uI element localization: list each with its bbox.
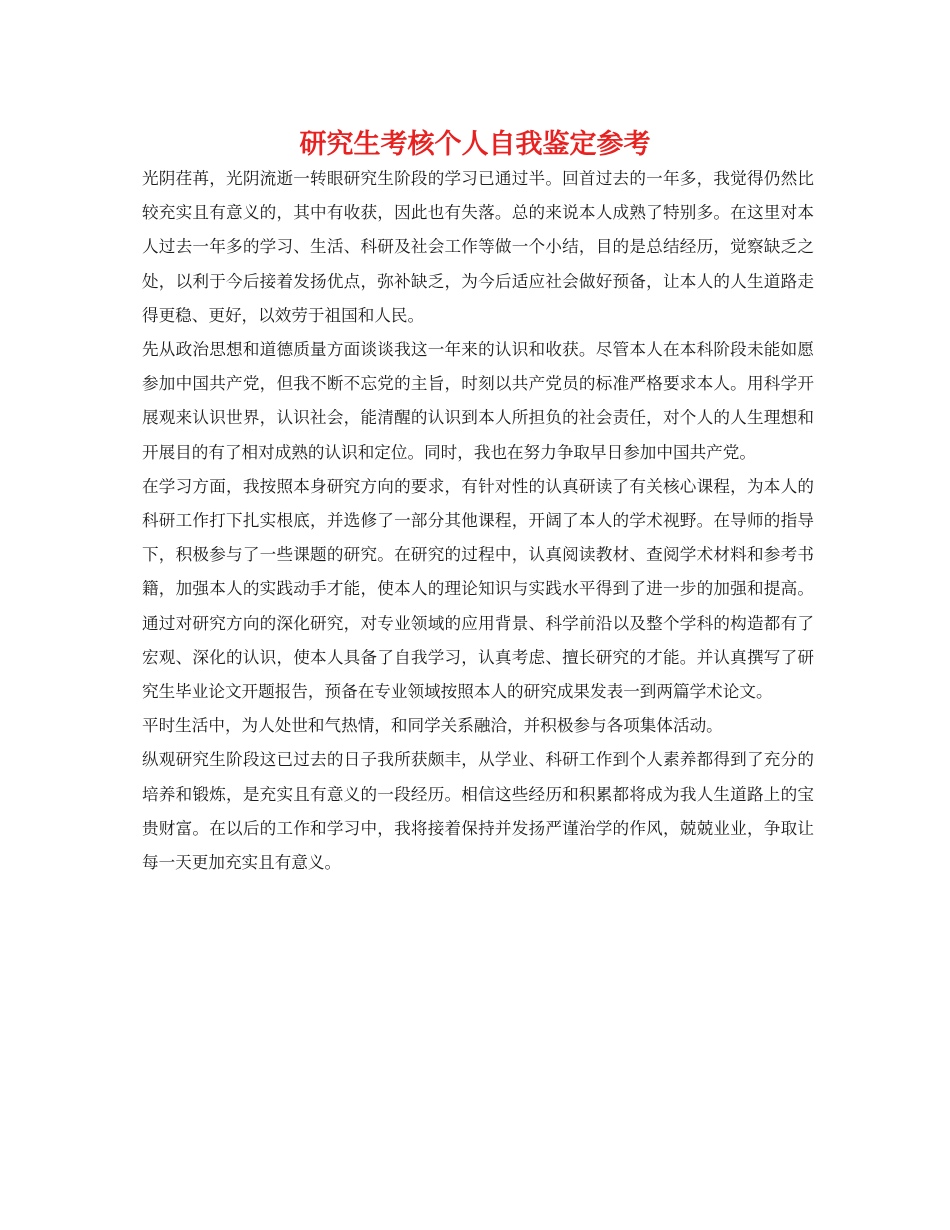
paragraph-intro: 光阴荏苒，光阴流逝一转眼研究生阶段的学习已通过半。回首过去的一年多，我觉得仍然比较充实且有意义的，其中有收获，因此也有失落。总的来说本人成熟了特别多。在这里对本人过去一年多的学习、生活、科研及社会工作等做一个小结，目的是总结经历，觉察缺乏之处，以利于今后接着发扬优点，弥补缺乏，为今后适应社会做好预备，让本人的人生道路走得更稳、更好，以效劳于祖国和人民。 — [142, 169, 814, 325]
paragraph-study: 在学习方面，我按照本身研究方向的要求，有针对性的认真研读了有关核心课程，为本人的科研工作打下扎实根底，并选修了一部分其他课程，开阔了本人的学术视野。在导师的指导下，积极参与了一些课题的研究。在研究的过程中，认真阅读教材、查阅学术材料和参考书籍，加强本人的实践动手才能，使本人的理论知识与实践水平得到了进一步的加强和提高。通过对研究方向的深化研究，对专业领域的应用背景、科学前沿以及整个学科的构造都有了宏观、深化的认识，使本人具备了自我学习，认真考虑、擅长研究的才能。并认真撰写了研究生毕业论文开题报告，预备在专业领域按照本人的研究成果发表一到两篇学术论文。 — [142, 476, 814, 702]
document-title: 研究生考核个人自我鉴定参考 — [299, 129, 651, 160]
paragraph-conclusion: 纵观研究生阶段这已过去的日子我所获颇丰，从学业、科研工作到个人素养都得到了充分的培养和锻炼，是充实且有意义的一段经历。相信这些经历和积累都将成为我人生道路上的宝贵财富。在以后的工作和学习中，我将接着保持并发扬严谨治学的作风，兢兢业业，争取让每一天更加充实且有意义。 — [142, 750, 814, 873]
paragraph-life: 平时生活中，为人处世和气热情，和同学关系融洽，并积极参与各项集体活动。 — [142, 716, 723, 736]
paragraph-political: 先从政治思想和道德质量方面谈谈我这一年来的认识和收获。尽管本人在本科阶段未能如愿参加中国共产党，但我不断不忘党的主旨，时刻以共产党员的标准严格要求本人。用科学开展观来认识世界，认识社会，能清醒的认识到本人所担负的社会责任，对个人的人生理想和开展目的有了相对成熟的认识和定位。同时，我也在努力争取早日参加中国共产党。 — [142, 340, 814, 462]
document-body — [142, 162, 814, 880]
